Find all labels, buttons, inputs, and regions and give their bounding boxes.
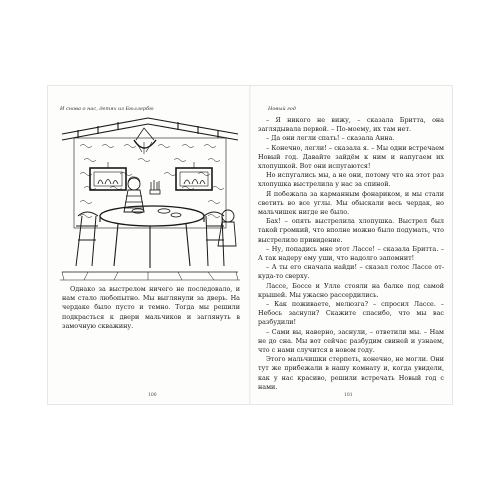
paragraph: Бах! – опять выстрелила хлопушка. Выстрел был такой громкий, что вполне можно было подумать, что выстрелило привидение. <box>258 217 444 244</box>
paragraph: Лассе, Боссе и Улле стояли на балке под самой крышей. Мы ужасно рассердились. <box>258 281 444 299</box>
right-page-number: 101 <box>344 393 353 398</box>
left-page-number: 100 <box>148 393 157 398</box>
paragraph: – Сами вы, наверно, заснули, – ответили мы. – Нам не до сна. Мы вот сейчас разбудим свиней и узнаем, что с нами случится в новом году. <box>258 327 444 355</box>
paragraph: Этого мальчишки стерпеть, конечно, не могли. Они тут же прибежали в нашу комнату и, когда увидели, как у нас красиво, решили встречать Новый год с нами. <box>258 355 444 391</box>
paragraph: – Да они легли спать! – сказала Анна. <box>266 134 395 143</box>
book-gutter <box>249 86 251 404</box>
paragraph: Однако за выстрелом ничего не последовало, и нам стало любопытно. Мы выглянули за дверь. На чердаке было пусто и темно. Тогда мы решили подкрасться к двери мальчиков и заглянуть в замочную скважину. <box>62 285 240 330</box>
left-running-head: И снова о нас, детях из Бюллербю <box>60 106 154 112</box>
paragraph: – Ну, попадись мне этот Лассе! – сказала Бритта. – А так надеру ему уши, что надолго запомнит! <box>258 244 444 263</box>
illustration-children-table <box>58 116 242 288</box>
paragraph: – А ты его сначала найди! – сказал голос Лассе от-куда-то сверху. <box>258 263 444 281</box>
paragraph: – Конечно, легли! – сказала я. – Мы одни встречаем Новый год. Давайте зайдём к ним и напугаем их хлопушкой. Вот они испугаются! <box>258 143 444 171</box>
left-page-text <box>62 285 240 331</box>
right-running-head: Новый год <box>268 106 296 112</box>
paragraph: Но испугались мы, а не они, потому что на этот раз хлопушка выстрелила у нас за спиной. <box>258 171 444 189</box>
paragraph: – Как поживаете, мелюзга? – спросил Лассе. – Небось заснули? Скажите спасибо, что мы вас разбудили! <box>258 300 444 327</box>
paragraph: Я побежала за карманным фонариком, и мы стали светить во все углы. Мы обыскали весь чердак, но мальчишек нигде не было. <box>258 189 444 217</box>
paragraph: – Я никого не вижу, – сказала Бритта, она заглядывала первой. – По-моему, их там нет. <box>258 116 444 134</box>
right-page-text <box>258 116 444 392</box>
